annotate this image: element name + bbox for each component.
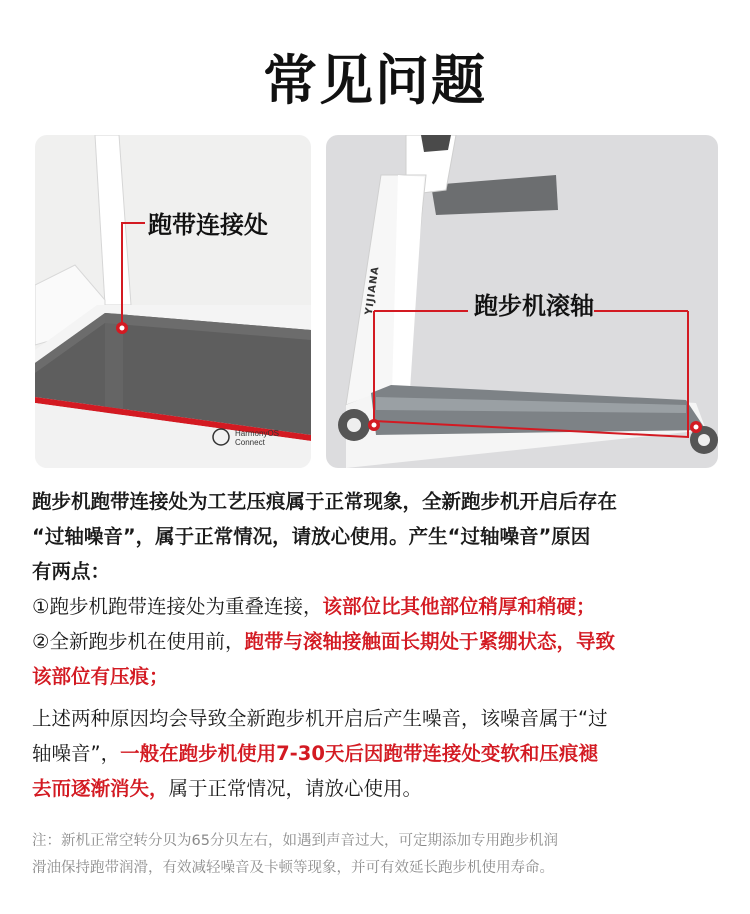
point-2-highlight-2: 该部位有压痕； — [32, 665, 169, 688]
summary-line-2-highlight: 一般在跑步机使用7-30天后因跑带连接处变软和压痕褪 — [120, 742, 598, 765]
summary-line-3-text: 属于正常情况，请放心使用。 — [168, 777, 423, 800]
point-2-text: 全新跑步机在使用前， — [49, 630, 245, 653]
summary-line-3 — [32, 773, 422, 801]
summary-line-2-text: 轴噪音”， — [32, 742, 121, 765]
harmonyos-brand-mark: HarmonyOS Connect — [235, 429, 280, 447]
point-1-marker: ① — [32, 595, 50, 618]
point-1 — [32, 591, 596, 619]
summary-line-2 — [32, 738, 598, 766]
intro-line-2: “过轴噪音”，属于正常情况，请放心使用。产生“过轴噪音”原因 — [32, 525, 591, 548]
summary-line-3-highlight: 去而逐渐消失， — [32, 777, 169, 800]
footnote — [32, 828, 722, 882]
roller-label: 跑步机滚轴 — [474, 292, 594, 320]
belt-joint-label: 跑带连接处 — [148, 211, 268, 239]
point-2-marker: ② — [32, 630, 50, 653]
page-title: 常见问题 — [263, 49, 487, 112]
side-logo: YIJIANA — [363, 265, 382, 316]
point-2-highlight-1: 跑带与滚轴接触面长期处于紧绷状态，导致 — [244, 630, 616, 653]
point-2-cont — [32, 661, 169, 689]
footnote-line-1: 注：新机正常空转分贝为65分贝左右，如遇到声音过大，可定期添加专用跑步机润 — [32, 833, 558, 849]
summary-line-1: 上述两种原因均会导致全新跑步机开启后产生噪音，该噪音属于“过 — [32, 707, 608, 730]
intro-line-3: 有两点： — [32, 560, 111, 583]
point-1-text: 跑步机跑带连接处为重叠连接， — [49, 595, 323, 618]
point-1-highlight: 该部位比其他部位稍厚和稍硬； — [322, 595, 596, 618]
belt-joint-image — [35, 135, 311, 468]
intro-line-1: 跑步机跑带连接处为工艺压痕属于正常现象，全新跑步机开启后存在 — [32, 490, 618, 513]
point-2 — [32, 626, 615, 654]
footnote-line-2: 滑油保持跑带润滑，有效减轻噪音及卡顿等现象，并可有效延长跑步机使用寿命。 — [32, 860, 554, 876]
